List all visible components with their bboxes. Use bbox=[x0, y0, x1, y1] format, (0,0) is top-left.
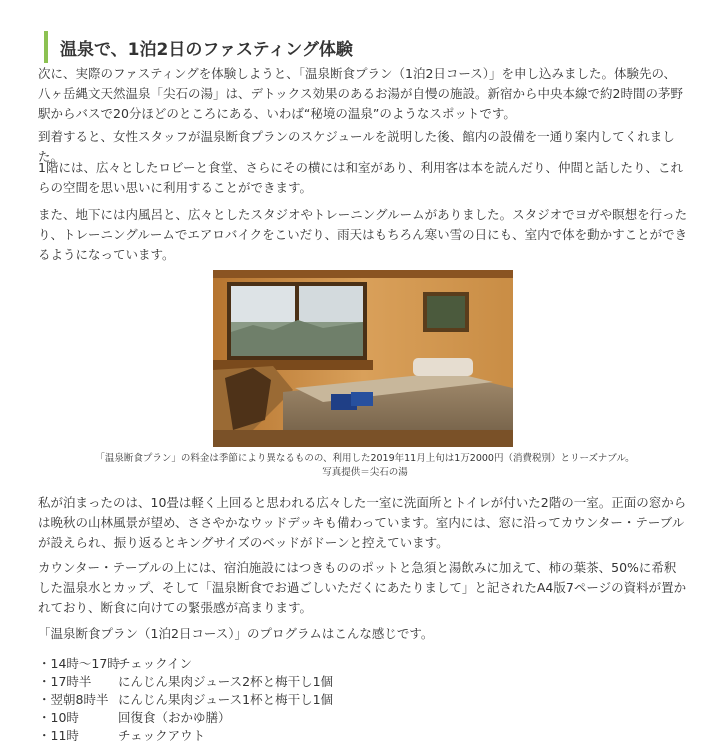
schedule-time: ・翌朝8時半 bbox=[38, 692, 109, 707]
schedule-time: ・10時 bbox=[38, 710, 79, 725]
paragraph-basement: また、地下には内風呂と、広々としたスタジオやトレーニングルームがありました。スタジオでヨガや瞑想を行ったり、トレーニングルームでエアロバイクをこいだり、雨天はもちろん寒い雪の日にも、室内で体を動かすことができるようになっています。 bbox=[38, 207, 688, 262]
paragraph-table: カウンター・テーブルの上には、宿泊施設にはつきもののポットと急須と湯飲みに加えて、柿の葉茶、50%に希釈した温泉水とカップ、そして「温泉断食でお過ごしいただくにあたりまして」と記されたA4版7ページの資料が置かれており、断食に向けての緊張感が高まります。 bbox=[38, 560, 687, 615]
schedule-item bbox=[38, 727, 638, 745]
paragraph-program-intro: 「温泉断食プラン（1泊2日コース）」のプログラムはこんな感じです。 bbox=[38, 626, 434, 641]
schedule-desc: にんじん果肉ジュース2杯と梅干し1個 bbox=[118, 674, 334, 689]
schedule-desc: 回復食（おかゆ膳） bbox=[118, 710, 231, 725]
photo-caption: 「温泉断食プラン」の料金は季節により異なるものの、利用した2019年11月上旬は1万2000円（消費税別）とリーズナブル。 bbox=[95, 453, 635, 464]
schedule-item bbox=[38, 673, 638, 691]
schedule-desc: チェックアウト bbox=[118, 728, 206, 743]
hotel-room-image bbox=[213, 270, 513, 447]
schedule-time: ・11時 bbox=[38, 728, 79, 743]
schedule-item bbox=[38, 691, 638, 709]
section-heading: 温泉で、1泊2日のファスティング体験 bbox=[44, 31, 353, 63]
schedule-desc: チェックイン bbox=[118, 656, 193, 671]
room-photo bbox=[213, 270, 513, 447]
schedule-time: ・17時半 bbox=[38, 674, 92, 689]
schedule-desc: にんじん果肉ジュース1杯と梅干し1個 bbox=[118, 692, 334, 707]
schedule-item bbox=[38, 709, 638, 727]
paragraph-intro: 次に、実際のファスティングを体験しようと、「温泉断食プラン（1泊2日コース）」を申し込みました。体験先の、八ヶ岳縄文天然温泉「尖石の湯」は、デトックス効果のあるお湯が自慢の施設。新宿から中央本線で約2時間の茅野駅からバスで20分ほどのところにある、いわば“秘境の温泉”のようなスポットです。 bbox=[38, 66, 683, 121]
paragraph-room: 私が泊まったのは、10畳は軽く上回ると思われる広々した一室に洗面所とトイレが付いた2階の一室。正面の窓からは晩秋の山林風景が望め、ささやかなウッドデッキも備わっています。室内には、窓に沿ってカウンター・テーブルが設えられ、振り返るとキングサイズのベッドがドーンと控えています。 bbox=[38, 495, 687, 550]
schedule-item bbox=[38, 655, 638, 673]
paragraph-arrival: 到着すると、女性スタッフが温泉断食プランのスケジュールを説明した後、館内の設備を一通り案内してくれました。 bbox=[38, 129, 675, 164]
paragraph-first-floor: 1階には、広々としたロビーと食堂、さらにその横には和室があり、利用客は本を読んだり、仲間と話したり、これらの空間を思い思いに利用することができます。 bbox=[38, 160, 683, 195]
photo-credit: 写真提供＝尖石の湯 bbox=[322, 467, 408, 478]
schedule-time: ・14時～17時 bbox=[38, 656, 120, 671]
